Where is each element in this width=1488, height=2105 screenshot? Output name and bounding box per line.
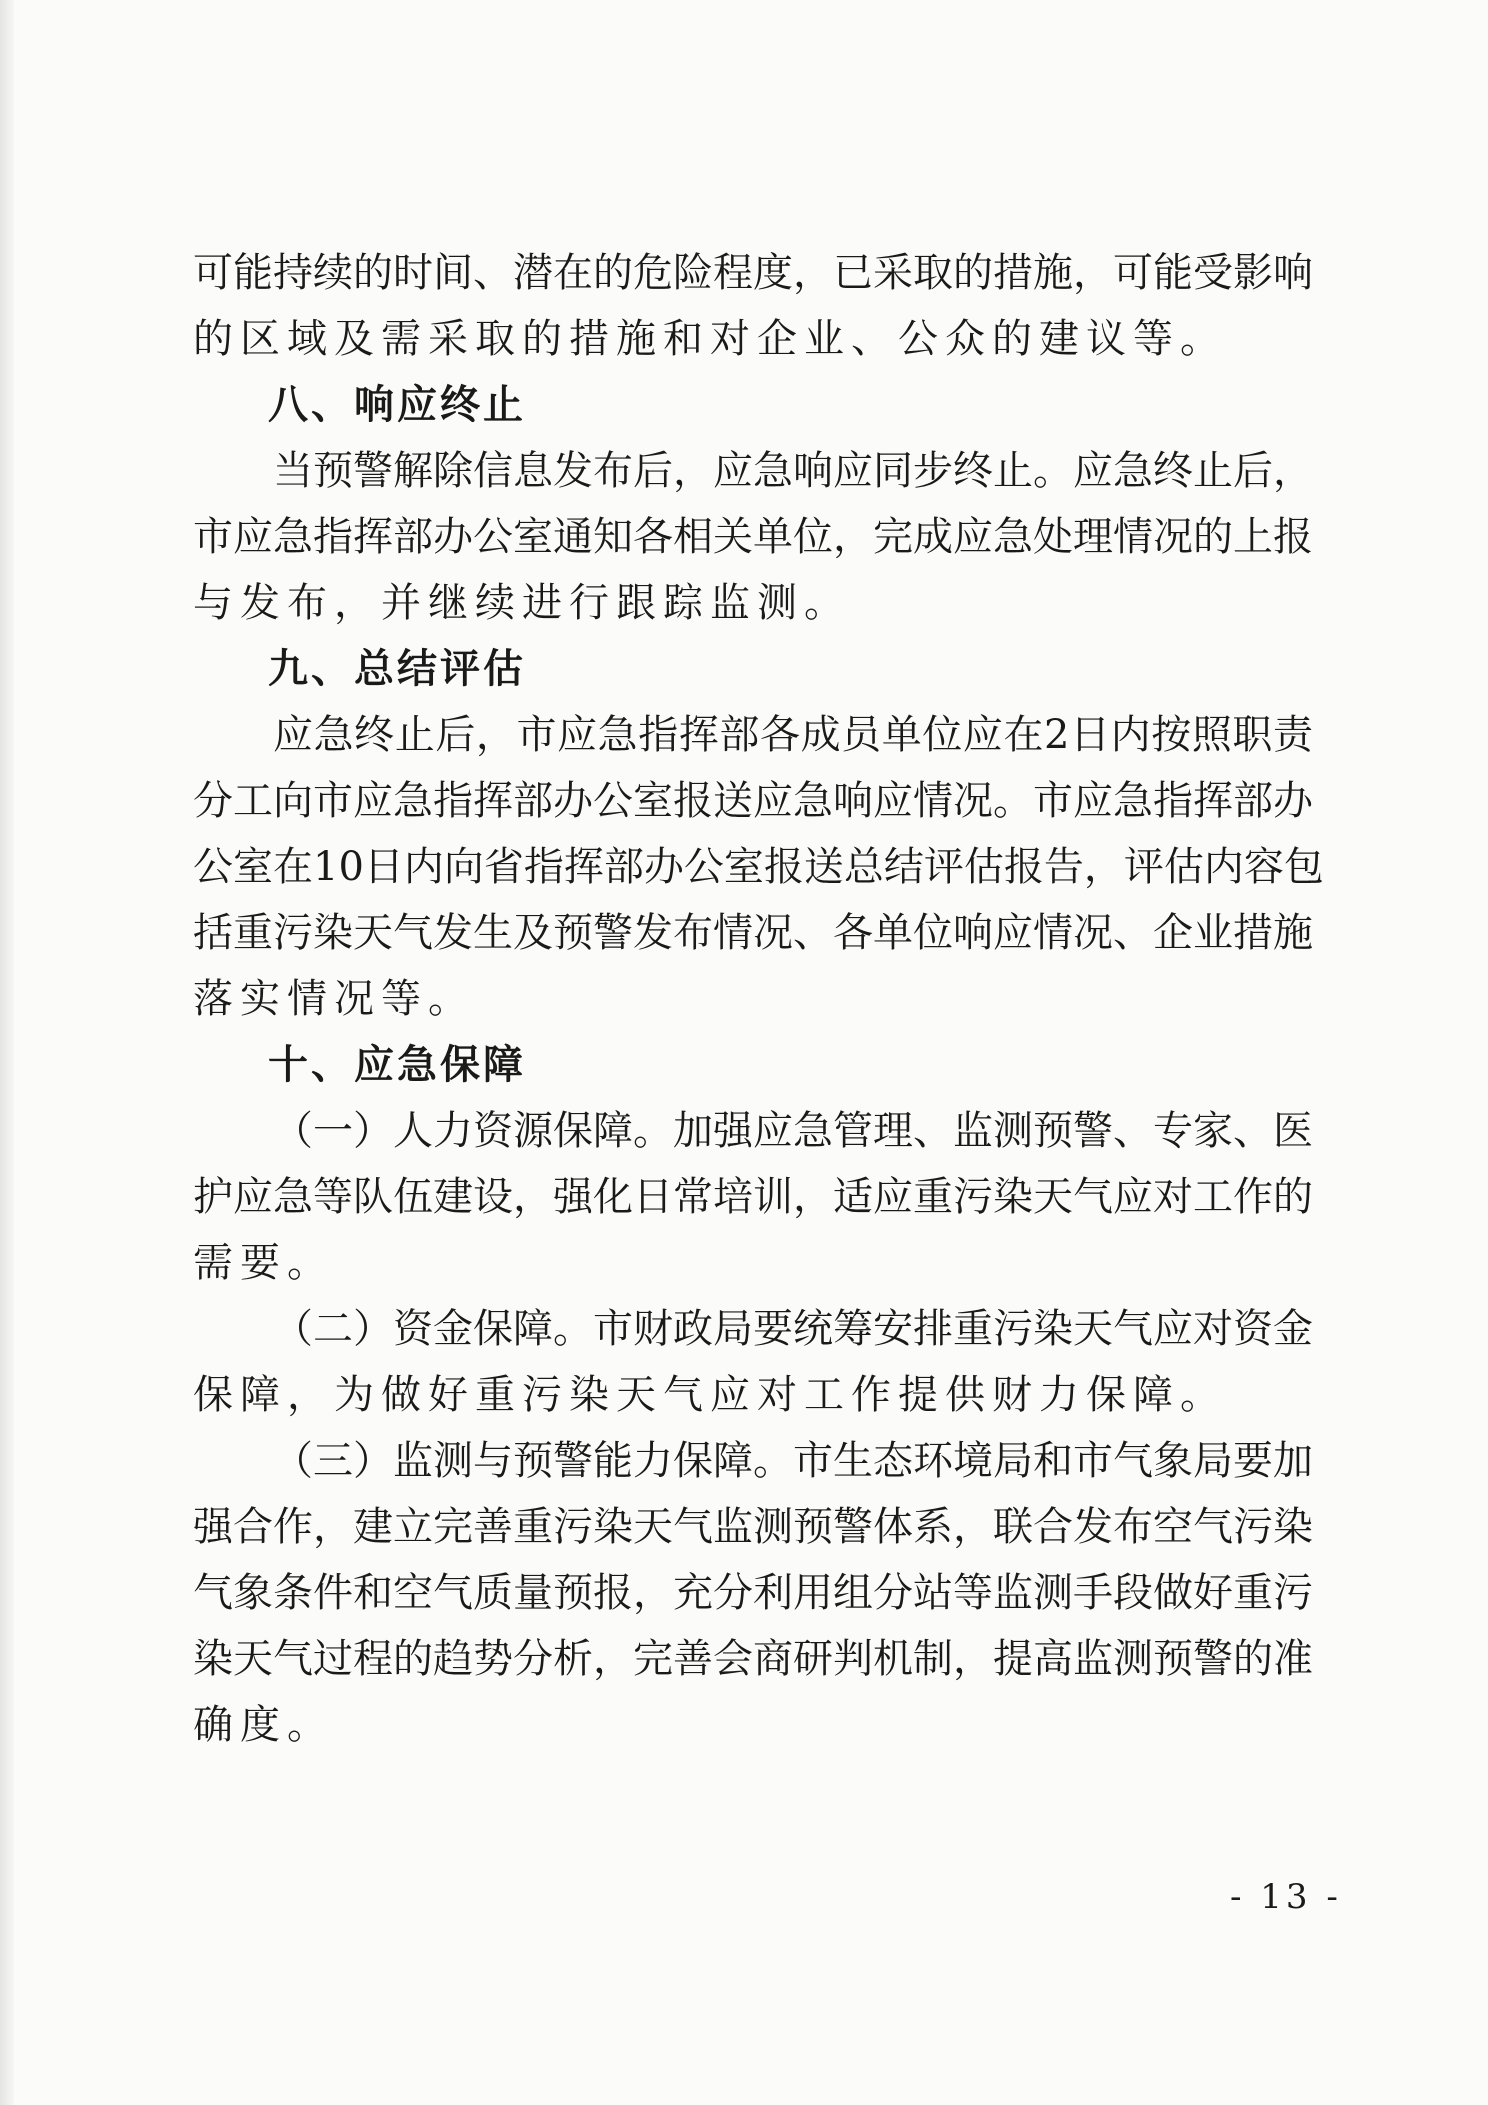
section-heading-summary-evaluation: 九、总结评估 [268, 646, 526, 692]
paragraph-line: 括重污染天气发生及预警发布情况、各单位响应情况、企业措施 [193, 910, 1313, 956]
paragraph-line: （二）资金保障。市财政局要统筹安排重污染天气应对资金 [273, 1306, 1313, 1352]
paragraph-line: （一）人力资源保障。加强应急管理、监测预警、专家、医 [273, 1108, 1313, 1154]
section-heading-emergency-support: 十、应急保障 [268, 1042, 526, 1088]
paragraph-line: 保障，为做好重污染天气应对工作提供财力保障。 [193, 1372, 1227, 1418]
paragraph-line: 可能持续的时间、潜在的危险程度，已采取的措施，可能受影响 [193, 250, 1313, 296]
paragraph-line: 确度。 [193, 1702, 334, 1748]
paragraph-line: 强合作，建立完善重污染天气监测预警体系，联合发布空气污染 [193, 1504, 1313, 1550]
paragraph-line: 应急终止后，市应急指挥部各成员单位应在2日内按照职责 [273, 712, 1313, 758]
paragraph-line: 市应急指挥部办公室通知各相关单位，完成应急处理情况的上报 [193, 514, 1313, 560]
page-number: - 13 - [1230, 1877, 1342, 1917]
section-heading-response-termination: 八、响应终止 [268, 382, 526, 428]
paragraph-line: 公室在10日内向省指挥部办公室报送总结评估报告，评估内容包 [193, 844, 1324, 890]
paragraph-line: 护应急等队伍建设，强化日常培训，适应重污染天气应对工作的 [193, 1174, 1313, 1220]
paragraph-line: 与发布，并继续进行跟踪监测。 [193, 580, 851, 626]
scan-edge-shadow [0, 0, 14, 2105]
paragraph-line: 染天气过程的趋势分析，完善会商研判机制，提高监测预警的准 [193, 1636, 1313, 1682]
paragraph-line: 当预警解除信息发布后，应急响应同步终止。应急终止后， [273, 448, 1313, 494]
paragraph-line: 的区域及需采取的措施和对企业、公众的建议等。 [193, 316, 1227, 362]
paragraph-line: 分工向市应急指挥部办公室报送应急响应情况。市应急指挥部办 [193, 778, 1313, 824]
paragraph-line: 需要。 [193, 1240, 334, 1286]
document-body [193, 240, 1324, 1758]
paragraph-line: 气象条件和空气质量预报，充分利用组分站等监测手段做好重污 [193, 1570, 1313, 1616]
paragraph-line: （三）监测与预警能力保障。市生态环境局和市气象局要加 [273, 1438, 1313, 1484]
paragraph-line: 落实情况等。 [193, 976, 475, 1022]
